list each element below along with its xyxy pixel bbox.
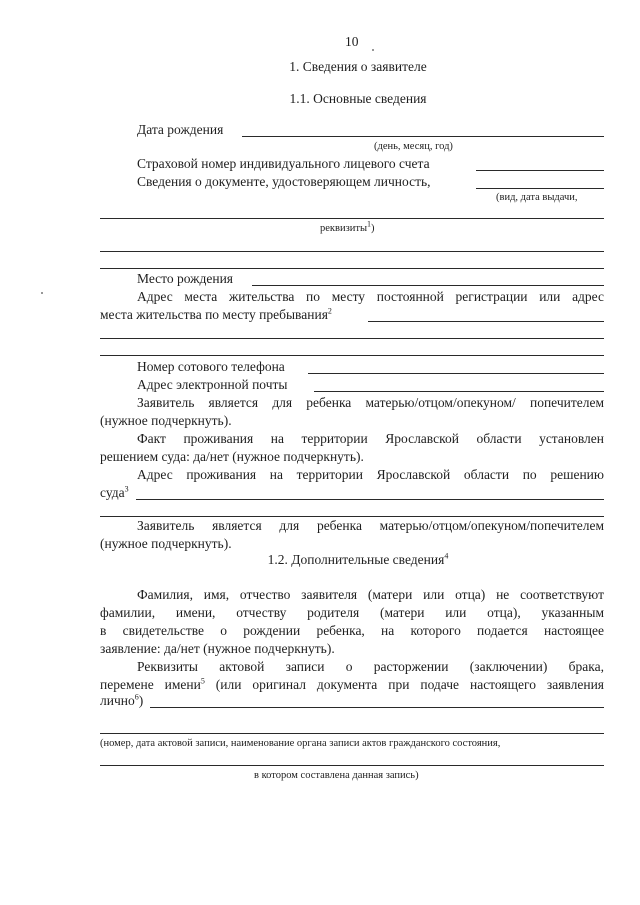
section-title: 1. Сведения о заявителе [289,59,427,74]
court-address-line-1: Адрес проживания на территории Ярославской области по решению [137,467,604,482]
subsection-title: 1.1. Основные сведения [289,91,427,106]
birth-place-label: Место рождения [137,271,234,286]
relation2-line-2: (нужное подчеркнуть). [100,536,232,551]
scan-speck [372,49,374,51]
phone-field[interactable] [308,373,604,374]
identity-doc-hint-2: реквизиты$^1$) [320,219,375,234]
snils-field[interactable] [476,170,604,171]
page-number: 10 [345,34,359,49]
scan-speck [41,292,43,294]
act-record-field-1[interactable] [150,707,604,708]
residence-fact-line-2: решением суда: да/нет (нужное подчеркнуть). [100,449,364,464]
birth-date-hint: (день, месяц, год) [374,141,453,152]
identity-doc-hint-1: (вид, дата выдачи, [496,192,578,203]
name-mismatch-line-4: заявление: да/нет (нужное подчеркнуть). [100,641,335,656]
relation2-line-1: Заявитель является для ребенка матерью/отцом/опекуном/попечителем [137,518,604,533]
phone-label: Номер сотового телефона [137,359,285,374]
name-mismatch-line-1: Фамилия, имя, отчество заявителя (матери или отца) не соответствуют [137,587,604,602]
address-line-2: места жительства по месту пребывания$^2$ [100,306,332,322]
relation-line-2: (нужное подчеркнуть). [100,413,232,428]
birth-date-label: Дата рождения [137,122,224,137]
snils-label: Страховой номер индивидуального лицевого счета [137,156,430,171]
address-field-3[interactable] [100,355,604,356]
act-record-hint-2: в котором составлена данная запись) [254,770,419,781]
identity-doc-field-2[interactable] [100,218,604,219]
address-line-1: Адрес места жительства по месту постоянной регистрации или адрес [137,289,604,304]
birth-place-field[interactable] [252,285,604,286]
email-label: Адрес электронной почты [137,377,288,392]
act-record-hint-1: (номер, дата актовой записи, наименование органа записи актов гражданского состояния, [100,738,501,749]
act-record-field-2[interactable] [100,733,604,734]
act-record-line-2: перемене имени$^5$ (или оригинал документа при подаче настоящего заявления [100,676,604,692]
court-address-field-2[interactable] [100,516,604,517]
email-field[interactable] [314,391,604,392]
identity-doc-field[interactable] [476,188,604,189]
name-mismatch-line-3: в свидетельстве о рождении ребенка, на которого подается настоящее [100,623,604,638]
court-address-field-1[interactable] [136,499,604,500]
identity-doc-field-3[interactable] [100,251,604,252]
subsection-title-additional: 1.2. Дополнительные сведения$^4$ [267,551,449,567]
relation-line-1: Заявитель является для ребенка матерью/отцом/опекуном/ попечителем [137,395,604,410]
birth-date-field[interactable] [242,136,604,137]
identity-doc-label: Сведения о документе, удостоверяющем личность, [137,174,431,189]
name-mismatch-line-2: фамилии, имени, отчеству родителя (матери или отца), указанным [100,605,604,620]
court-address-line-2: суда$^3$ [100,484,129,500]
identity-doc-field-4[interactable] [100,268,604,269]
act-record-line-1: Реквизиты актовой записи о расторжении (заключении) брака, [137,659,604,674]
address-field-2[interactable] [100,338,604,339]
act-record-line-3: лично$^6$) [100,692,144,708]
residence-fact-line-1: Факт проживания на территории Ярославской области установлен [137,431,604,446]
address-field-1[interactable] [368,321,604,322]
act-record-field-3[interactable] [100,765,604,766]
